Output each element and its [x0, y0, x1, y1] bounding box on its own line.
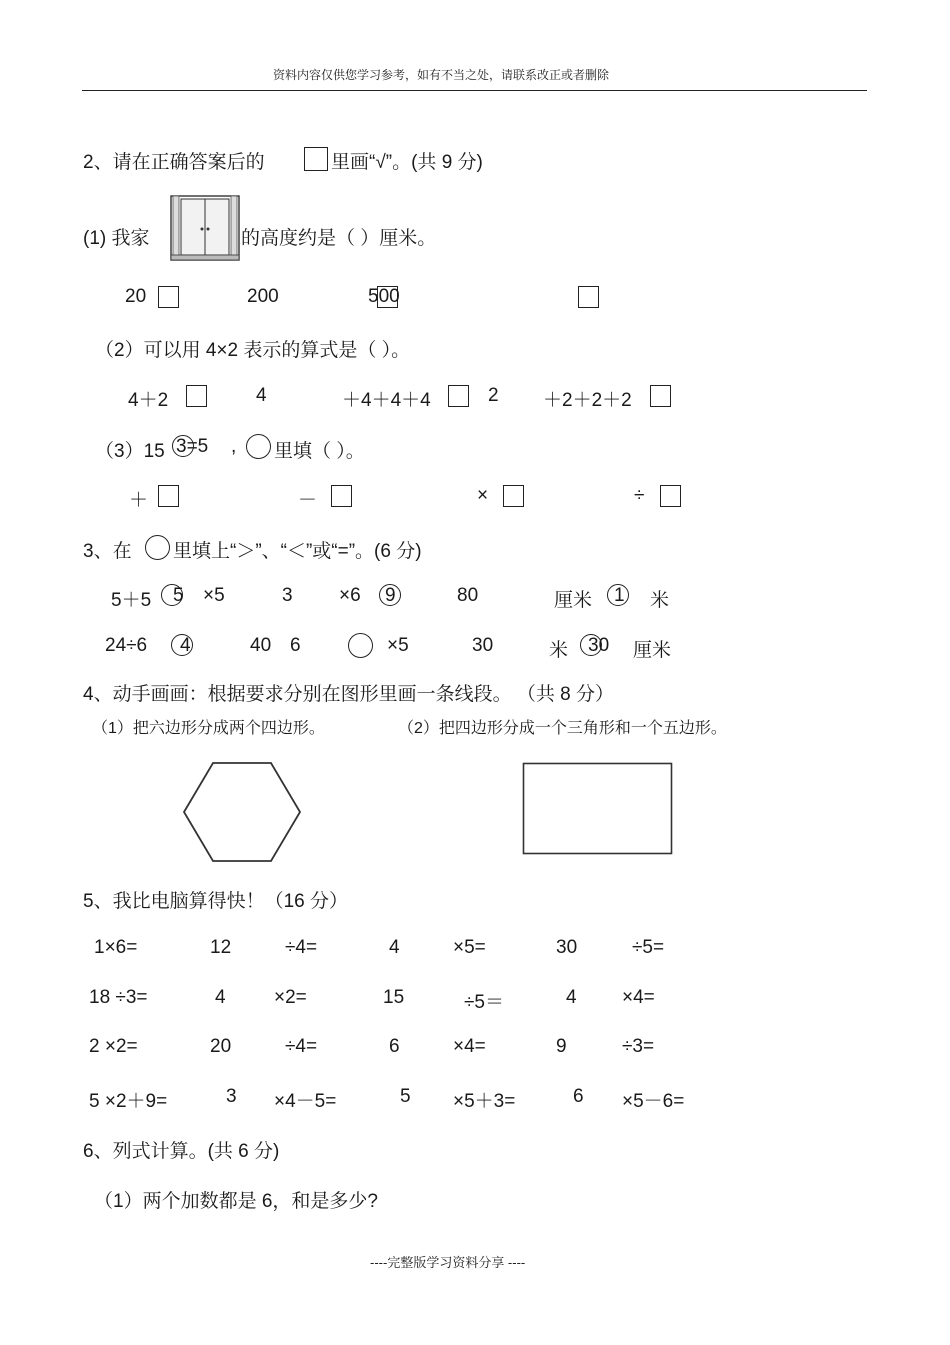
q2-p2-option-b-start: 4 [256, 385, 267, 406]
q3-r2-h: 30 [588, 635, 610, 656]
q2-p3-box-times[interactable] [503, 485, 524, 507]
q3-r1-h: 厘米 [554, 590, 593, 611]
q3-r2-f: 30 [472, 635, 494, 656]
q3-title-a: 3、在 [83, 541, 132, 562]
q3-r2-a: 24÷6 [105, 635, 148, 656]
q5-r2-c5: ÷5＝ [464, 992, 504, 1013]
q5-r3-c5: ×4= [453, 1036, 486, 1057]
q2-p2-box-a[interactable] [186, 385, 207, 407]
q2-p2-option-b-rest: ＋4＋4＋4 [342, 390, 431, 411]
q3-r1-c: ×5 [203, 585, 225, 606]
q5-r3-c3: ÷4= [285, 1036, 318, 1057]
q3-r1-d: 3 [282, 585, 293, 606]
q5-r4-c1: 5 ×2＋9= [89, 1091, 168, 1112]
q2-p1-box-500[interactable] [578, 286, 599, 308]
q6-p1: （1）两个加数都是 6，和是多少? [94, 1191, 378, 1212]
q3-r2-circle-2[interactable] [348, 633, 373, 658]
q2-p3-op-minus: － [298, 490, 318, 511]
q2-p1-prefix: (1) 我家 [83, 228, 150, 249]
q5-r3-c7: ÷3= [622, 1036, 655, 1057]
q3-r1-g: 80 [457, 585, 479, 606]
q3-r1-b: 5 [173, 585, 184, 606]
q3-r1-a: 5＋5 [111, 590, 152, 611]
q3-r1-i: 1 [614, 585, 625, 606]
q3-r2-d: 6 [290, 635, 301, 656]
q3-r1-e: ×6 [339, 585, 361, 606]
q2-p3-box-plus[interactable] [158, 485, 179, 507]
q5-r1-c6: 30 [556, 937, 578, 958]
q4-p1: （1）把六边形分成两个四边形。 [92, 720, 325, 737]
q5-r3-c1: 2 ×2= [89, 1036, 138, 1057]
q5-r4-c2: 3 [226, 1086, 237, 1107]
q5-r4-c5: ×5＋3= [453, 1091, 516, 1112]
q2-p1-option-20: 20 [125, 286, 147, 307]
q5-r2-c7: ×4= [622, 987, 655, 1008]
q5-r1-c3: ÷4= [285, 937, 318, 958]
q2-p3-op-plus: ＋ [129, 490, 149, 511]
q5-title: 5、我比电脑算得快！（16 分） [83, 891, 348, 912]
q2-p3-post: 里填（ ）。 [274, 441, 365, 462]
q3-r1-j: 米 [650, 590, 670, 611]
q2-p2-text: （2）可以用 4×2 表示的算式是（ ）。 [95, 340, 411, 361]
q2-p2-box-c[interactable] [650, 385, 671, 407]
q3-r2-c: 40 [250, 635, 272, 656]
q5-r4-c3: ×4－5= [274, 1091, 337, 1112]
q2-p1-suffix: 的高度约是（ ）厘米。 [241, 228, 437, 249]
q5-r2-c2: 4 [215, 987, 226, 1008]
q2-p3-circle [246, 434, 271, 459]
q5-r3-c4: 6 [389, 1036, 400, 1057]
page-footer: ----完整版学习资料分享 ---- [370, 1255, 526, 1270]
q2-p2-option-c-rest: ＋2＋2＋2 [543, 390, 632, 411]
q5-r4-c6: 6 [573, 1086, 584, 1107]
q5-r4-c4: 5 [400, 1086, 411, 1107]
door-icon [170, 195, 240, 261]
q2-p3-comma: , [231, 436, 237, 457]
q2-p2-box-b[interactable] [448, 385, 469, 407]
q2-title-a: 2、请在正确答案后的 [83, 152, 265, 173]
q2-p3-pre: （3）15 [95, 441, 165, 462]
q5-r2-c3: ×2= [274, 987, 307, 1008]
q2-p3-box-divide[interactable] [660, 485, 681, 507]
q5-r1-c1: 1×6= [94, 937, 138, 958]
q2-p1-option-200: 200 [247, 286, 279, 307]
q3-title-circle [145, 535, 170, 560]
q2-p1-option-500: 500 [368, 286, 400, 307]
rectangle-figure[interactable] [522, 762, 674, 856]
q4-p2: （2）把四边形分成一个三角形和一个五边形。 [398, 720, 727, 737]
q3-title-b: 里填上“＞”、“＜”或“=”。(6 分) [173, 541, 422, 562]
q2-p3-box-minus[interactable] [331, 485, 352, 507]
q5-r4-c7: ×5－6= [622, 1091, 685, 1112]
header-rule [82, 90, 867, 91]
q2-p3-op-times: × [477, 485, 489, 506]
q3-r2-g: 米 [549, 640, 569, 661]
q2-p2-option-a: 4＋2 [128, 390, 169, 411]
q5-r2-c1: 18 ÷3= [89, 987, 148, 1008]
q5-r1-c2: 12 [210, 937, 232, 958]
q2-p2-option-c-start: 2 [488, 385, 499, 406]
q5-r1-c5: ×5= [453, 937, 486, 958]
q4-title: 4、动手画画：根据要求分别在图形里画一条线段。 （共 8 分） [83, 684, 614, 705]
q5-r1-c7: ÷5= [632, 937, 665, 958]
q3-r1-f: 9 [385, 585, 396, 606]
q6-title: 6、列式计算。(共 6 分) [83, 1141, 280, 1162]
q5-r1-c4: 4 [389, 937, 400, 958]
q2-p3-op-divide: ÷ [634, 485, 645, 506]
q5-r3-c2: 20 [210, 1036, 232, 1057]
q2-title-b: 里画“√”。(共 9 分) [331, 152, 483, 173]
q3-r2-e: ×5 [387, 635, 409, 656]
q2-p1-box-20[interactable] [158, 286, 179, 308]
hexagon-figure[interactable] [180, 760, 304, 864]
page-header: 资料内容仅供您学习参考，如有不当之处，请联系改正或者删除 [273, 68, 610, 82]
q3-r2-i: 厘米 [633, 640, 672, 661]
q3-r2-b: 4 [180, 635, 191, 656]
q5-r2-c4: 15 [383, 987, 405, 1008]
q5-r3-c6: 9 [556, 1036, 567, 1057]
q5-r2-c6: 4 [566, 987, 577, 1008]
q2-p3-mid: 3=5 [176, 436, 209, 457]
q2-title-answer-box [304, 147, 328, 171]
